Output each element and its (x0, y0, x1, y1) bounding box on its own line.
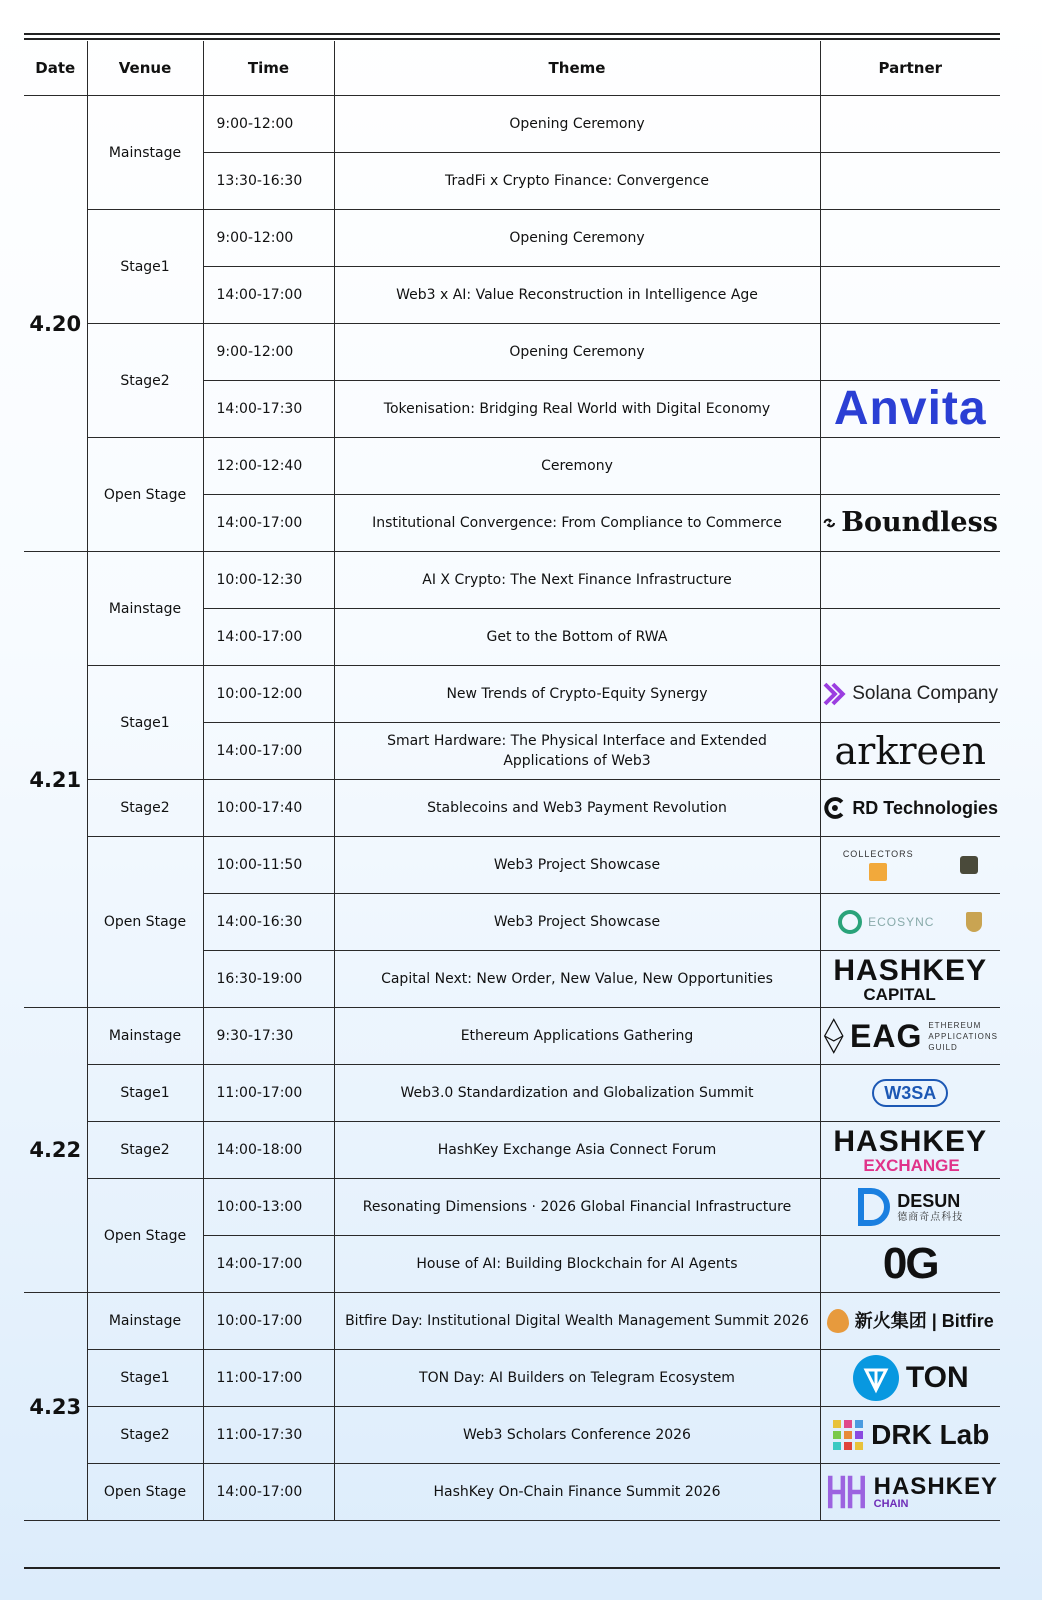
theme-cell: Opening Ceremony (334, 96, 820, 153)
hashkey-chain-logo (823, 1470, 999, 1514)
ton-logo (823, 1354, 999, 1402)
venue-cell: Stage1 (87, 666, 203, 780)
header-row (24, 41, 1000, 96)
desun-d-icon (857, 1187, 891, 1227)
partner-cell (820, 1407, 1000, 1464)
time-cell: 9:00-12:00 (203, 96, 334, 153)
partner-cell (820, 1008, 1000, 1065)
ecosync-mark-icon (838, 910, 862, 934)
venue-cell: Open Stage (87, 1464, 203, 1521)
theme-cell: Web3 Project Showcase (334, 894, 820, 951)
time-cell: 10:00-11:50 (203, 837, 334, 894)
header-venue: Venue (87, 41, 203, 96)
ton-wordmark: TON (905, 1361, 969, 1394)
theme-cell: New Trends of Crypto-Equity Synergy (334, 666, 820, 723)
table-row (24, 1122, 1000, 1179)
pixel-grid-icon (831, 1418, 865, 1452)
venue-cell: Mainstage (87, 552, 203, 666)
table-row (24, 438, 1000, 495)
theme-cell: Stablecoins and Web3 Payment Revolution (334, 780, 820, 837)
bottom-rule (24, 1567, 1000, 1569)
hashkey-wordmark: HASHKEY (873, 1472, 998, 1500)
venue-cell: Open Stage (87, 438, 203, 552)
boundless-logo (823, 507, 999, 538)
ecosync-logo (823, 910, 999, 934)
table-row (24, 666, 1000, 723)
time-cell: 14:00-17:00 (203, 267, 334, 324)
bitfire-wordmark: 新火集团 | Bitfire (854, 1311, 994, 1331)
w3sa-logo: W3SA (872, 1079, 948, 1107)
arkreen-logo: arkreen (834, 729, 986, 773)
hashkey-chain-sub: CHAIN (873, 1497, 909, 1510)
time-cell: 16:30-19:00 (203, 951, 334, 1008)
partner-cell (820, 1236, 1000, 1293)
time-cell: 12:00-12:40 (203, 438, 334, 495)
partner-cell (820, 723, 1000, 780)
crest-icon (960, 856, 978, 874)
rd-mark-icon (823, 796, 847, 820)
header-date: Date (24, 41, 87, 96)
desun-logo (823, 1187, 999, 1227)
time-cell: 14:00-17:00 (203, 723, 334, 780)
rd-technologies-logo (823, 796, 999, 820)
partner-cell (820, 324, 1000, 381)
table-row (24, 324, 1000, 381)
top-rule (24, 33, 1000, 35)
theme-cell: Web3 Project Showcase (334, 837, 820, 894)
partner-cell (820, 96, 1000, 153)
venue-cell: Stage2 (87, 1407, 203, 1464)
table-row (24, 1179, 1000, 1236)
hashkey-wordmark: HASHKEY (833, 953, 988, 987)
theme-cell: Web3.0 Standardization and Globalization Summit (334, 1065, 820, 1122)
partner-cell (820, 1350, 1000, 1407)
theme-cell: Smart Hardware: The Physical Interface and Extended Applications of Web3 (334, 723, 820, 780)
partner-cell (820, 1065, 1000, 1122)
partner-cell (820, 666, 1000, 723)
venue-cell: Stage1 (87, 210, 203, 324)
partner-cell (820, 267, 1000, 324)
time-cell: 10:00-12:00 (203, 666, 334, 723)
theme-cell: Ceremony (334, 438, 820, 495)
partner-cell (820, 951, 1000, 1008)
header-theme: Theme (334, 41, 820, 96)
partner-cell (820, 210, 1000, 267)
theme-cell: HashKey On-Chain Finance Summit 2026 (334, 1464, 820, 1521)
time-cell: 10:00-13:00 (203, 1179, 334, 1236)
partner-cell (820, 1464, 1000, 1521)
partner-cell (820, 552, 1000, 609)
drk-lab-logo (823, 1418, 999, 1452)
time-cell: 9:30-17:30 (203, 1008, 334, 1065)
theme-cell: Get to the Bottom of RWA (334, 609, 820, 666)
time-cell: 9:00-12:00 (203, 210, 334, 267)
venue-cell: Mainstage (87, 96, 203, 210)
table-row (24, 96, 1000, 153)
eag-wordmark: EAG (850, 1018, 923, 1054)
time-cell: 14:00-17:30 (203, 381, 334, 438)
theme-cell: Ethereum Applications Gathering (334, 1008, 820, 1065)
solana-wordmark: Solana Company (852, 683, 998, 704)
table-row (24, 1065, 1000, 1122)
partner-cell (820, 894, 1000, 951)
0g-logo: 0G (882, 1239, 938, 1288)
partner-cell (820, 438, 1000, 495)
desun-wordmark: DESUN (897, 1190, 961, 1211)
date-cell: 4.22 (24, 1008, 87, 1293)
eag-logo (823, 1014, 999, 1058)
ethereum-diamond-icon (823, 1014, 845, 1058)
theme-cell: Capital Next: New Order, New Value, New Opportunities (334, 951, 820, 1008)
venue-cell: Mainstage (87, 1293, 203, 1350)
time-cell: 10:00-17:00 (203, 1293, 334, 1350)
table-row (24, 1293, 1000, 1350)
theme-cell: Tokenisation: Bridging Real World with Digital Economy (334, 381, 820, 438)
theme-cell: AI X Crypto: The Next Finance Infrastructure (334, 552, 820, 609)
schedule-table (24, 41, 1000, 1521)
venue-cell: Mainstage (87, 1008, 203, 1065)
theme-cell: Web3 x AI: Value Reconstruction in Intelligence Age (334, 267, 820, 324)
theme-cell: Institutional Convergence: From Compliance to Commerce (334, 495, 820, 552)
theme-cell: TON Day: AI Builders on Telegram Ecosystem (334, 1350, 820, 1407)
venue-cell: Stage2 (87, 1122, 203, 1179)
time-cell: 9:00-12:00 (203, 324, 334, 381)
collectors-wordmark: COLLECTORS (842, 848, 914, 859)
table-row (24, 1464, 1000, 1521)
time-cell: 14:00-17:00 (203, 1236, 334, 1293)
header-time: Time (203, 41, 334, 96)
desun-sub: 德商奇点科技 (897, 1211, 964, 1223)
partner-cell (820, 381, 1000, 438)
anvita-logo: Anvita (833, 382, 987, 435)
flame-icon (827, 1309, 849, 1333)
partner-cell (820, 1293, 1000, 1350)
time-cell: 14:00-17:00 (203, 495, 334, 552)
theme-cell: HashKey Exchange Asia Connect Forum (334, 1122, 820, 1179)
solana-company-logo (823, 682, 999, 706)
bitfire-logo (823, 1309, 999, 1333)
solana-mark-icon (823, 682, 847, 706)
date-cell: 4.21 (24, 552, 87, 1008)
collectors-badge-icon (869, 863, 887, 881)
collectors-logo (823, 850, 999, 881)
partner-cell (820, 837, 1000, 894)
venue-cell: Stage1 (87, 1350, 203, 1407)
theme-cell: Web3 Scholars Conference 2026 (334, 1407, 820, 1464)
theme-cell: Opening Ceremony (334, 324, 820, 381)
hashkey-wordmark: HASHKEY (833, 1124, 988, 1158)
eag-sub: ETHEREUM APPLICATIONS GUILD (928, 1020, 998, 1052)
theme-cell: Resonating Dimensions · 2026 Global Financial Infrastructure (334, 1179, 820, 1236)
table-row (24, 780, 1000, 837)
boundless-wordmark: Boundless (841, 507, 998, 538)
theme-cell: TradFi x Crypto Finance: Convergence (334, 153, 820, 210)
ton-diamond-icon (852, 1354, 900, 1402)
time-cell: 14:00-18:00 (203, 1122, 334, 1179)
hashkey-h-icon (823, 1470, 868, 1514)
table-row (24, 1008, 1000, 1065)
hashkey-exchange-sub: EXCHANGE (863, 1155, 960, 1175)
table-row (24, 1350, 1000, 1407)
rd-wordmark: RD Technologies (852, 798, 998, 818)
time-cell: 14:00-17:00 (203, 609, 334, 666)
partner-cell (820, 780, 1000, 837)
date-cell: 4.23 (24, 1293, 87, 1521)
hashkey-capital-sub: CAPITAL (863, 984, 936, 1004)
boundless-mark-icon (823, 510, 836, 536)
theme-cell: Opening Ceremony (334, 210, 820, 267)
top-rule-inner (24, 38, 1000, 40)
table-row (24, 1407, 1000, 1464)
table-row (24, 552, 1000, 609)
theme-cell: House of AI: Building Blockchain for AI Agents (334, 1236, 820, 1293)
venue-cell: Stage2 (87, 324, 203, 438)
time-cell: 13:30-16:30 (203, 153, 334, 210)
partner-cell (820, 153, 1000, 210)
ecosync-wordmark: ECOSYNC (868, 915, 935, 929)
time-cell: 11:00-17:30 (203, 1407, 334, 1464)
partner-cell (820, 1122, 1000, 1179)
time-cell: 11:00-17:00 (203, 1065, 334, 1122)
time-cell: 14:00-16:30 (203, 894, 334, 951)
partner-cell (820, 1179, 1000, 1236)
date-cell: 4.20 (24, 96, 87, 552)
venue-cell: Stage1 (87, 1065, 203, 1122)
venue-cell: Open Stage (87, 837, 203, 1008)
table-row (24, 210, 1000, 267)
drk-wordmark: DRK Lab (871, 1419, 990, 1450)
partner-cell (820, 495, 1000, 552)
table-row (24, 837, 1000, 894)
hashkey-exchange-logo (823, 1124, 999, 1175)
time-cell: 14:00-17:00 (203, 1464, 334, 1521)
time-cell: 10:00-12:30 (203, 552, 334, 609)
header-partner: Partner (820, 41, 1000, 96)
theme-cell: Bitfire Day: Institutional Digital Wealth Management Summit 2026 (334, 1293, 820, 1350)
shield-icon (966, 912, 982, 932)
venue-cell: Open Stage (87, 1179, 203, 1293)
time-cell: 10:00-17:40 (203, 780, 334, 837)
partner-cell (820, 609, 1000, 666)
time-cell: 11:00-17:00 (203, 1350, 334, 1407)
hashkey-capital-logo (823, 953, 999, 1004)
venue-cell: Stage2 (87, 780, 203, 837)
